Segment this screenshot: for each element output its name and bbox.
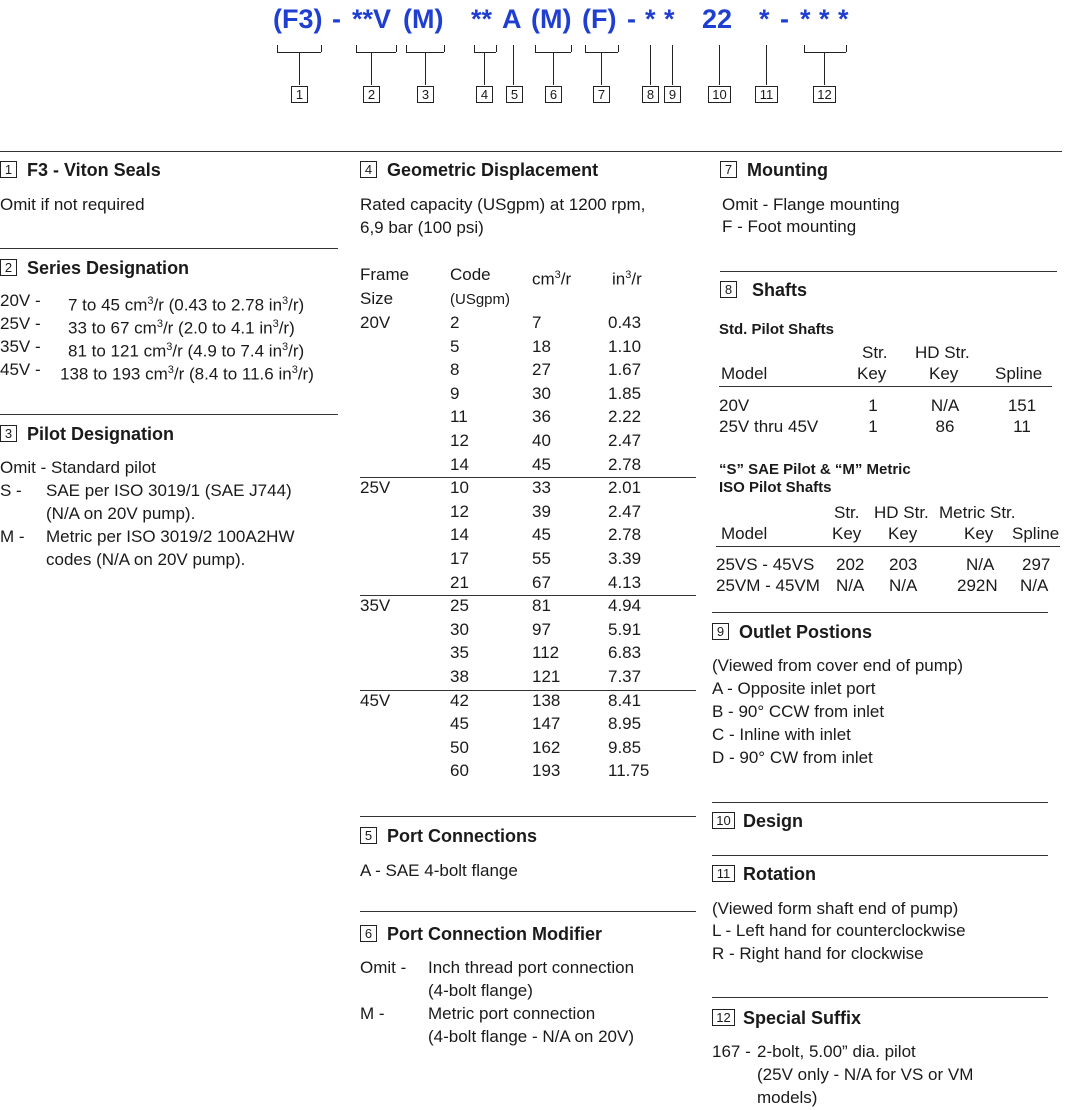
cm-cell: 36 <box>532 407 551 427</box>
in-cell: 5.91 <box>608 619 642 639</box>
code-part: * <box>819 4 830 34</box>
cm-cell: 162 <box>532 737 561 757</box>
cm-cell: 55 <box>532 549 551 568</box>
table-cell: N/A <box>930 396 960 415</box>
group-divider <box>360 477 696 478</box>
section-6-heading: 6 Port Connection Modifier <box>360 924 602 945</box>
code-cell: 14 <box>450 454 469 474</box>
code-box: 12 <box>813 86 836 103</box>
series-row: 25V - 33 to 67 $cm^3/r$ (2.0 to 4.1 $in^3/r$) <box>0 314 295 338</box>
code-cell: 10 <box>450 478 469 498</box>
cm-cell: 30 <box>532 383 551 403</box>
section-3-heading: 3 Pilot Designation <box>0 424 174 445</box>
cm-cell: 121 <box>532 667 561 686</box>
cm-cell: 7 <box>532 313 542 332</box>
header-key: Key <box>832 524 862 543</box>
section-4-intro: 6,9 bar (100 psi) <box>360 218 484 237</box>
code-cell: 60 <box>450 761 469 781</box>
std-pilot-title: Std. Pilot Shafts <box>719 321 835 338</box>
section-12-heading: 12 Special Suffix <box>712 1008 861 1029</box>
modifier-m-line: (4-bolt flange - N/A on 20V) <box>428 1027 635 1046</box>
in-cell: 9.85 <box>608 737 642 757</box>
table-cell: N/A <box>889 576 918 595</box>
header-hd: HD Str. <box>874 503 929 522</box>
header-usgpm: (USgpm) <box>450 291 511 308</box>
section-11-heading: 11 Rotation <box>712 864 816 885</box>
code-cell: 8 <box>450 360 460 380</box>
code-part: ** <box>471 4 493 34</box>
cm-cell: 45 <box>532 525 551 545</box>
in-cell: 0.43 <box>608 313 642 332</box>
outlet-line: (Viewed from cover end of pump) <box>712 656 964 675</box>
table-cell: 292N <box>957 576 998 595</box>
code-box: 5 <box>506 86 523 103</box>
modifier-m-line: Metric port connection <box>428 1004 596 1023</box>
cm-cell: 97 <box>532 619 551 639</box>
table-cell: 203 <box>889 555 918 574</box>
divider <box>712 855 1048 856</box>
outlet-line: D - 90° CW from inlet <box>712 748 873 767</box>
code-cell: 5 <box>450 336 460 356</box>
in-cell: 6.83 <box>608 643 642 663</box>
section-10-heading: 10 Design <box>712 811 803 832</box>
in-cell: 1.67 <box>608 360 642 380</box>
in-cell: 2.22 <box>608 407 642 427</box>
code-cell: 12 <box>450 501 469 521</box>
code-box: 2 <box>363 86 380 103</box>
code-cell: 38 <box>450 667 469 686</box>
in-cell: 2.01 <box>608 478 642 498</box>
cm-cell: 67 <box>532 572 551 592</box>
in-cell: 11.75 <box>608 761 650 781</box>
in-cell: 1.10 <box>608 336 642 356</box>
section-8-heading: 8 Shafts <box>720 280 807 301</box>
code-part: A <box>502 4 522 34</box>
code-box: 6 <box>545 86 562 103</box>
in-cell: 2.78 <box>608 525 642 545</box>
section-5-text: A - SAE 4-bolt flange <box>360 861 518 880</box>
in-cell: 2.47 <box>608 501 642 521</box>
pilot-omit: Omit - Standard pilot <box>0 458 156 477</box>
frame-size-cell: 45V <box>360 690 391 710</box>
in-cell: 7.37 <box>608 667 642 686</box>
sm-pilot-title: “S” SAE Pilot & “M” Metric <box>719 461 911 478</box>
code-cell: 42 <box>450 690 469 710</box>
code-cell: 35 <box>450 643 469 663</box>
code-cell: 12 <box>450 431 469 450</box>
code-part: - <box>332 4 341 34</box>
code-part: (F) <box>582 4 617 34</box>
divider <box>712 612 1048 613</box>
code-cell: 9 <box>450 383 460 403</box>
header-key: Key <box>964 524 994 543</box>
divider <box>360 911 696 912</box>
cm-cell: 39 <box>532 501 551 521</box>
frame-size-cell: 35V <box>360 596 391 616</box>
code-part: **V <box>352 4 392 34</box>
code-cell: 2 <box>450 313 460 332</box>
table-cell: 297 <box>1022 555 1051 574</box>
header-frame: Frame <box>360 265 410 284</box>
divider <box>712 997 1048 998</box>
header-str: Str. <box>862 343 888 362</box>
table-cell: 86 <box>935 417 955 436</box>
in-cell: 2.78 <box>608 454 642 474</box>
cm-cell: 81 <box>532 596 551 616</box>
cm-cell: 27 <box>532 360 551 380</box>
table-cell: 1 <box>868 396 878 415</box>
header-model: Model <box>721 524 768 543</box>
in-cell: 2.47 <box>608 431 642 450</box>
code-box: 10 <box>708 86 731 103</box>
series-row: 35V - 81 to 121 $cm^3/r$ (4.9 to 7.4 $in^3/r$) <box>0 337 305 361</box>
pilot-s-line: SAE per ISO 3019/1 (SAE J744) <box>46 481 292 500</box>
table-cell: 202 <box>836 555 865 574</box>
pilot-s-line: (N/A on 20V pump). <box>46 504 196 523</box>
code-cell: 45 <box>450 714 469 734</box>
table-cell: N/A <box>1020 576 1049 595</box>
cm-cell: 33 <box>532 478 551 498</box>
cm-cell: 18 <box>532 336 551 356</box>
header-key: Key <box>888 524 918 543</box>
divider <box>712 802 1048 803</box>
top-rule <box>0 151 1062 152</box>
section-7-heading: 7 Mounting <box>720 160 828 181</box>
header-key: Key <box>857 364 887 383</box>
section-2-heading: 2 Series Designation <box>0 258 189 279</box>
pilot-s-code: S - <box>0 481 22 500</box>
table-cell: N/A <box>836 576 865 595</box>
code-part: (M) <box>403 4 444 34</box>
frame-size-cell: 25V <box>360 478 391 498</box>
code-part: * <box>664 4 675 34</box>
pilot-m-line: Metric per ISO 3019/2 100A2HW <box>46 527 295 546</box>
section-1-text: Omit if not required <box>0 195 145 214</box>
outlet-line: A - Opposite inlet port <box>712 679 876 698</box>
code-part: * <box>759 4 770 34</box>
section-4-heading: 4 Geometric Displacement <box>360 160 598 181</box>
header-code: Code <box>450 265 491 284</box>
suffix-line: models) <box>757 1088 818 1107</box>
code-part: - <box>780 4 789 34</box>
rotation-line: (Viewed form shaft end of pump) <box>712 899 959 918</box>
mounting-line: F - Foot mounting <box>722 217 857 236</box>
code-cell: 17 <box>450 549 469 568</box>
group-divider <box>360 690 696 691</box>
outlet-line: C - Inline with inlet <box>712 725 851 744</box>
in-cell: 4.94 <box>608 596 642 616</box>
code-box: 4 <box>476 86 493 103</box>
divider <box>0 414 338 415</box>
code-cell: 50 <box>450 737 469 757</box>
code-part: (M) <box>531 4 572 34</box>
header-in: $in^3/r$ <box>612 269 642 289</box>
code-cell: 14 <box>450 525 469 545</box>
code-box: 1 <box>291 86 308 103</box>
header-spline: Spline <box>1012 524 1060 543</box>
code-part: * <box>838 4 849 34</box>
in-cell: 8.95 <box>608 714 642 734</box>
cm-cell: 112 <box>532 643 560 663</box>
series-row: 20V - 7 to 45 $cm^3/r$ (0.43 to 2.78 $in^3/r$) <box>0 291 305 315</box>
in-cell: 4.13 <box>608 572 642 592</box>
cm-cell: 147 <box>532 714 561 734</box>
divider <box>720 271 1057 272</box>
section-1-heading: 1 F3 - Viton Seals <box>0 160 161 181</box>
code-box: 9 <box>664 86 681 103</box>
header-str: Str. <box>834 503 860 522</box>
outlet-line: B - 90° CCW from inlet <box>712 702 885 721</box>
header-key: Key <box>929 364 959 383</box>
code-part: - <box>627 4 636 34</box>
in-cell: 3.39 <box>608 549 642 568</box>
divider <box>360 816 696 817</box>
mounting-line: Omit - Flange mounting <box>722 195 900 214</box>
suffix-line: (25V only - N/A for VS or VM <box>757 1065 974 1084</box>
frame-size-cell: 20V <box>360 313 391 332</box>
code-box: 8 <box>642 86 659 103</box>
pilot-m-line: codes (N/A on 20V pump). <box>46 550 246 569</box>
pilot-m-code: M - <box>0 527 25 546</box>
suffix-code: 167 - <box>712 1042 751 1061</box>
group-divider <box>360 595 696 596</box>
sm-pilot-title: ISO Pilot Shafts <box>719 479 832 496</box>
table-cell: 1 <box>868 417 878 436</box>
code-part: 22 <box>702 4 733 34</box>
cm-cell: 138 <box>532 690 561 710</box>
modifier-omit-line: Inch thread port connection <box>428 958 635 977</box>
code-part: * <box>645 4 656 34</box>
code-part: * <box>800 4 811 34</box>
cm-cell: 40 <box>532 431 551 450</box>
section-9-heading: 9 Outlet Postions <box>712 622 872 643</box>
code-cell: 30 <box>450 619 469 639</box>
in-cell: 8.41 <box>608 690 642 710</box>
cm-cell: 193 <box>532 761 561 781</box>
modifier-omit-code: Omit - <box>360 958 407 977</box>
section-4-intro: Rated capacity (USgpm) at 1200 rpm, <box>360 195 646 214</box>
rotation-line: L - Left hand for counterclockwise <box>712 921 966 940</box>
header-cm: $cm^3/r$ <box>532 269 572 289</box>
code-box: 11 <box>755 86 778 103</box>
header-spline: Spline <box>995 364 1043 383</box>
cm-cell: 45 <box>532 454 551 474</box>
table-row-model: 25VM - 45VM <box>716 576 820 595</box>
section-5-heading: 5 Port Connections <box>360 826 537 847</box>
code-cell: 25 <box>450 596 469 616</box>
header-metric: Metric Str. <box>939 503 1016 522</box>
code-part: (F3) <box>273 4 323 34</box>
table-row-model: 25VS - 45VS <box>716 555 815 574</box>
series-row: 45V - 138 to 193 $cm^3/r$ (8.4 to 11.6 $in^3/r$) <box>0 360 314 384</box>
table-row-model: 25V thru 45V <box>719 417 819 436</box>
header-model: Model <box>721 364 768 383</box>
table-row-model: 20V <box>719 396 750 415</box>
modifier-omit-line: (4-bolt flange) <box>428 981 533 1000</box>
table-cell: 151 <box>1007 396 1037 415</box>
code-box: 7 <box>593 86 610 103</box>
in-cell: 1.85 <box>608 383 642 403</box>
table-cell: 11 <box>1013 417 1031 436</box>
divider <box>0 248 338 249</box>
header-size: Size <box>360 289 394 308</box>
modifier-m-code: M - <box>360 1004 385 1023</box>
code-cell: 21 <box>450 572 469 592</box>
header-hd: HD Str. <box>915 343 970 362</box>
table-cell: N/A <box>966 555 995 574</box>
code-cell: 11 <box>450 407 468 427</box>
code-box: 3 <box>417 86 434 103</box>
suffix-line: 2-bolt, 5.00” dia. pilot <box>757 1042 916 1061</box>
rotation-line: R - Right hand for clockwise <box>712 944 924 963</box>
